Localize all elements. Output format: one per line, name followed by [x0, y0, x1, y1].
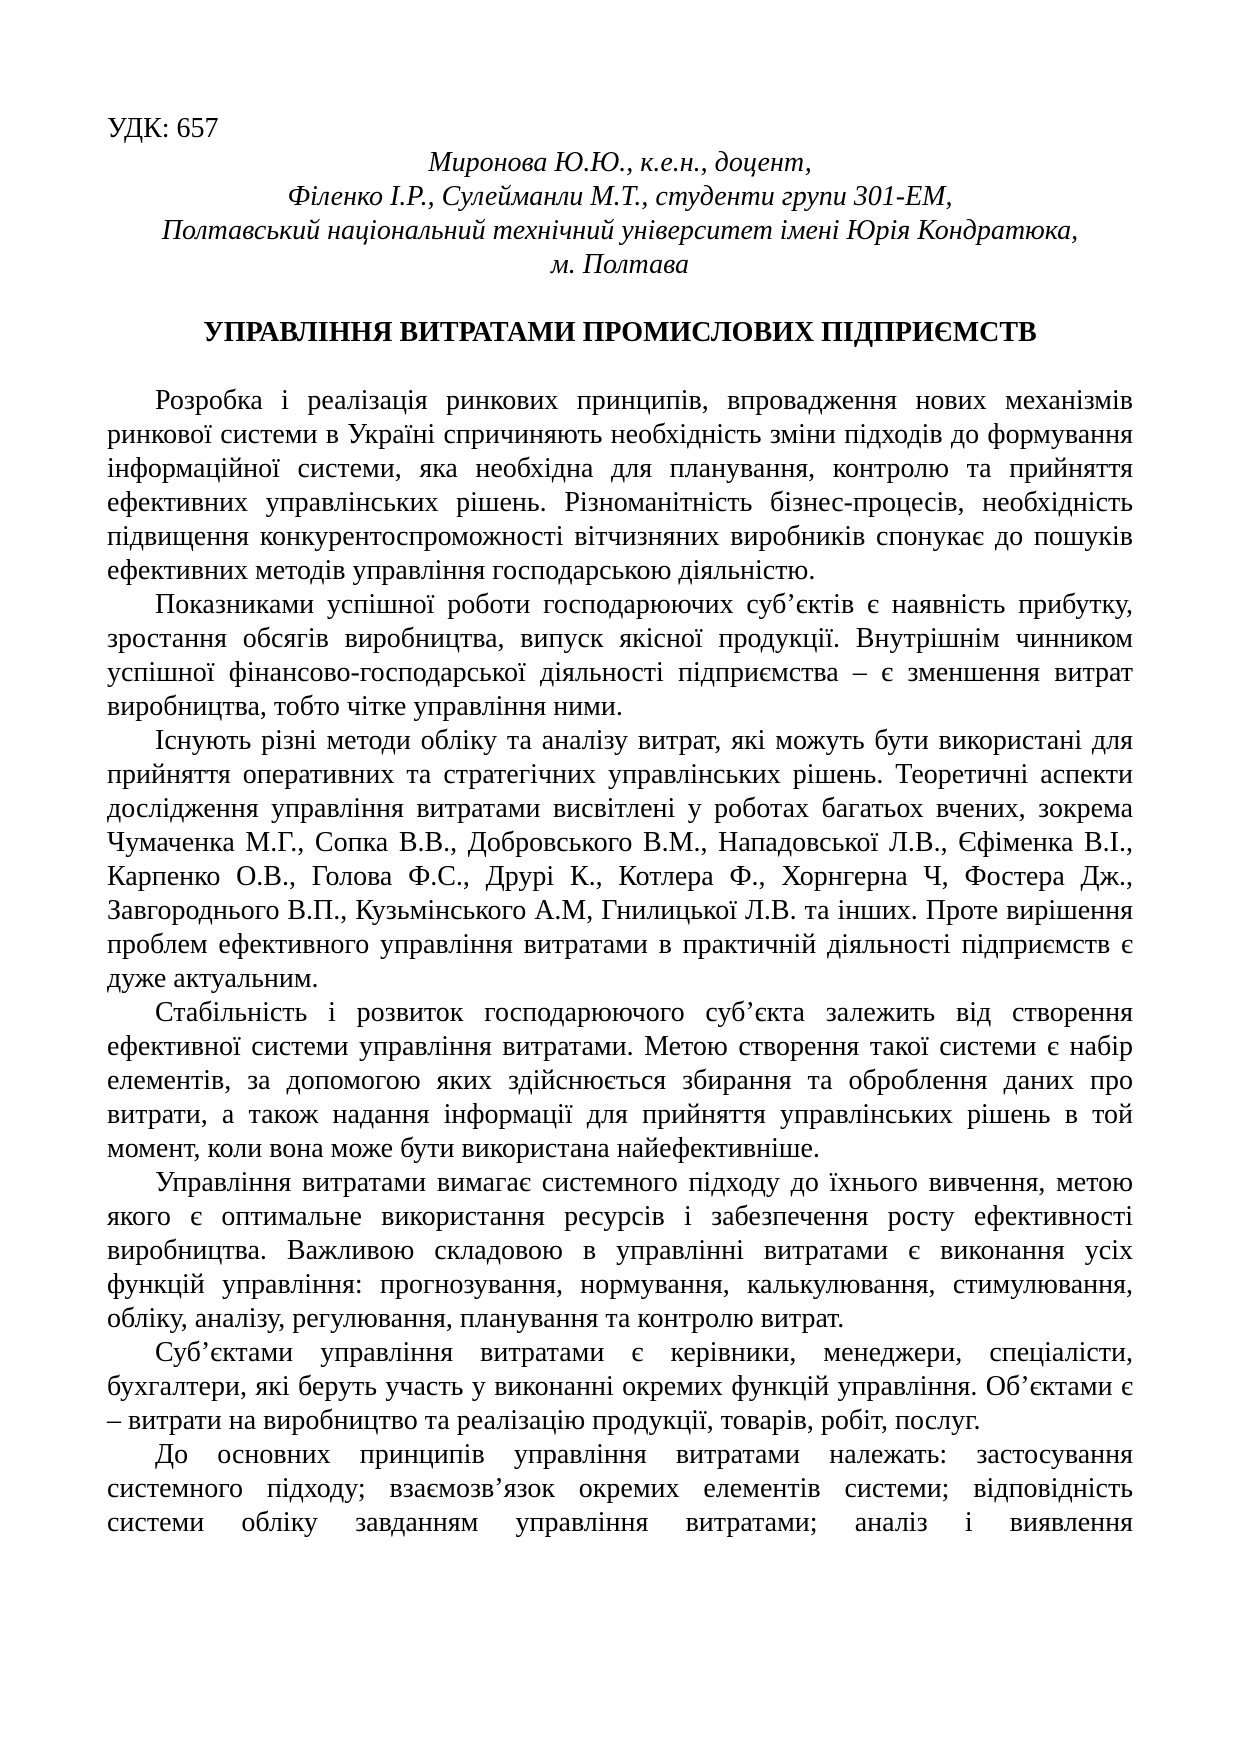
paragraph: Існують різні методи обліку та аналізу витрат, які можуть бути використані для прийняття оперативних та стратегічних управлінських рішень. Теоретичні аспекти дослідження управління витратами висвітлені у роботах багатьох вчених, зокрема Чумаченка М.Г., Сопка В.В., Добровського В.М., Нападовської Л.В., Єфіменка В.І., Карпенко О.В., Голова Ф.С., Друрі К., Котлера Ф., Хорнгерна Ч, Фостера Дж., Завгороднього В.П., Кузьмінського А.М, Гнилицької Л.В. та інших. Проте вирішення проблем ефективного управління витратами в практичній діяльності підприємств є дуже актуальним.: [107, 725, 1133, 994]
udc-code: УДК: 657: [107, 113, 219, 144]
author-line: Філенко І.Р., Сулейманли М.Т., студенти групи 301-ЕМ,: [287, 181, 953, 212]
page-title: УПРАВЛІННЯ ВИТРАТАМИ ПРОМИСЛОВИХ ПІДПРИЄМСТВ: [203, 317, 1037, 348]
city-line: м. Полтава: [550, 249, 690, 280]
affiliation-line: Полтавський національний технічний університет імені Юрія Кондратюка,: [161, 215, 1079, 246]
author-line: Миронова Ю.Ю., к.е.н., доцент,: [428, 147, 812, 178]
paragraph: Управління витратами вимагає системного підходу до їхнього вивчення, метою якого є оптимальне використання ресурсів і забезпечення росту ефективності виробництва. Важливою складовою в управлінні витратами є виконання усіх функцій управління: прогнозування, нормування, калькулювання, стимулювання, обліку, аналізу, регулювання, планування та контролю витрат.: [107, 1167, 1133, 1334]
paragraph: Стабільність і розвиток господарюючого суб’єкта залежить від створення ефективної системи управління витратами. Метою створення такої системи є набір елементів, за допомогою яких здійснюється збирання та оброблення даних про витрати, а також надання інформації для прийняття управлінських рішень в той момент, коли вона може бути використана найефективніше.: [107, 997, 1133, 1164]
paragraph: Розробка і реалізація ринкових принципів, впровадження нових механізмів ринкової системи в Україні спричиняють необхідність зміни підходів до формування інформаційної системи, яка необхідна для планування, контролю та прийняття ефективних управлінських рішень. Різноманітність бізнес-процесів, необхідність підвищення конкурентоспроможності вітчизняних виробників спонукає до пошуків ефективних методів управління господарською діяльністю.: [107, 385, 1133, 586]
author-block: [107, 146, 1133, 282]
paragraph: Суб’єктами управління витратами є керівники, менеджери, спеціалісти, бухгалтери, які беруть участь у виконанні окремих функцій управління. Об’єктами є – витрати на виробництво та реалізацію продукції, товарів, робіт, послуг.: [107, 1337, 1133, 1436]
paragraph: До основних принципів управління витратами належать: застосування системного підходу; взаємозв’язок окремих елементів системи; відповідність системи обліку завданням управління витратами; аналіз і виявлення: [107, 1439, 1133, 1538]
paragraph: Показниками успішної роботи господарюючих суб’єктів є наявність прибутку, зростання обсягів виробництва, випуск якісної продукції. Внутрішнім чинником успішної фінансово-господарської діяльності підприємства – є зменшення витрат виробництва, тобто чітке управління ними.: [107, 589, 1133, 722]
